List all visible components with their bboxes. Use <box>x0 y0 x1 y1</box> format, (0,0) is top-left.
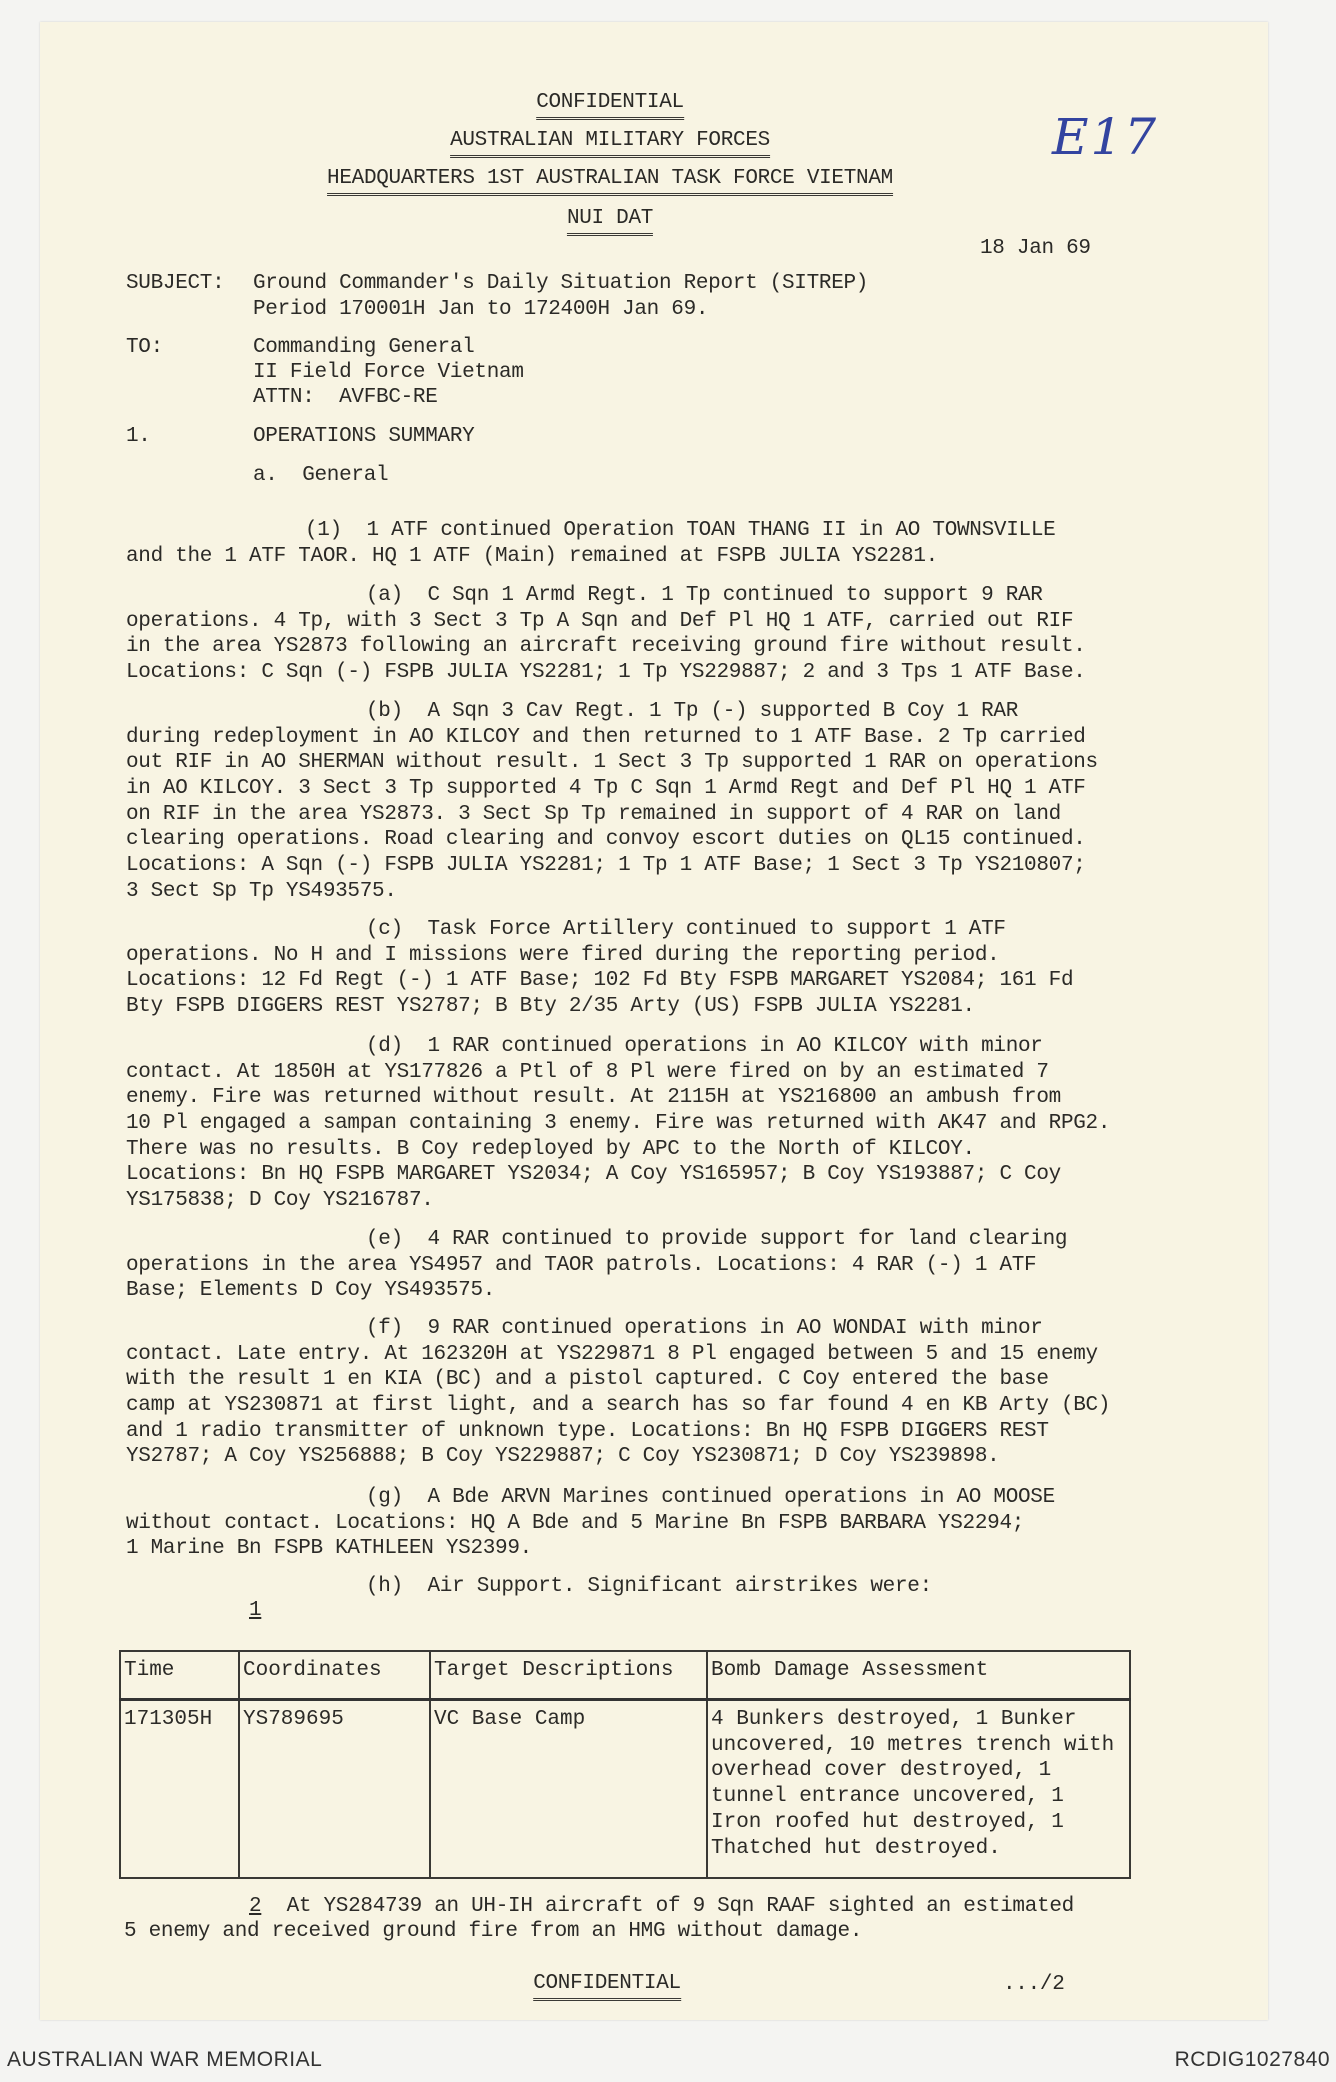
paragraph <box>126 1227 1156 1304</box>
text-line: enemy. Fire was returned without result. At 2115H at YS216800 an ambush from <box>126 1086 1061 1110</box>
item-text: 5 enemy and received ground fire from an HMG without damage. <box>124 1920 863 1943</box>
item-number: 2 <box>249 1895 262 1918</box>
text-line: YS2787; A Coy YS256888; B Coy YS229887; C Coy YS230871; D Coy YS239898. <box>126 1445 1000 1469</box>
text-line: during redeployment in AO KILCOY and then returned to 1 ATF Base. 2 Tp carried <box>126 725 1086 749</box>
text-line: 3 Sect Sp Tp YS493575. <box>126 879 397 903</box>
paragraph <box>126 699 1156 905</box>
airstrikes-table <box>119 1650 1131 1879</box>
headquarters-heading: HEADQUARTERS 1ST AUSTRALIAN TASK FORCE VIETNAM <box>327 166 893 196</box>
target-cell: VC Base Camp <box>430 1700 707 1879</box>
text-line: 10 Pl engaged a sampan containing 3 enemy. Fire was returned with AK47 and RPG2. <box>126 1112 1111 1136</box>
section-title: OPERATIONS SUMMARY <box>253 425 475 448</box>
table-row <box>120 1700 1130 1879</box>
text-line: Bty FSPB DIGGERS REST YS2787; B Bty 2/35 Arty (US) FSPB JULIA YS2281. <box>126 995 975 1019</box>
text-line: Locations: 12 Fd Regt (-) 1 ATF Base; 102 Fd Bty FSPB MARGARET YS2084; 161 Fd <box>126 969 1074 993</box>
subject-line: Ground Commander's Daily Situation Report (SITREP) <box>253 272 869 295</box>
addressee-line: II Field Force Vietnam <box>253 361 524 384</box>
document-date: 18 Jan 69 <box>980 237 1091 260</box>
archive-id: RCDIG1027840 <box>1174 2048 1330 2071</box>
column-header: Time <box>120 1651 239 1700</box>
column-header: Bomb Damage Assessment <box>707 1651 1130 1700</box>
text-line: 1 Marine Bn FSPB KATHLEEN YS2399. <box>126 1537 532 1561</box>
time-cell: 171305H <box>120 1700 239 1879</box>
text-line: (d) 1 RAR continued operations in AO KILCOY with minor <box>366 1035 1043 1058</box>
text-line: out RIF in AO SHERMAN without result. 1 Sect 3 Tp supported 1 RAR on operations <box>126 751 1098 775</box>
paragraph <box>126 518 1156 569</box>
to-label: TO: <box>126 336 163 359</box>
text-line: operations. No H and I missions were fired during the reporting period. <box>126 943 1000 967</box>
coordinates-cell: YS789695 <box>239 1700 430 1879</box>
damage-assessment-cell: 4 Bunkers destroyed, 1 Bunker uncovered, 10 metres trench with overhead cover destroyed, 1 tunnel entrance uncovered, 1 Iron roofed hut destroyed, 1 Thatched hut destroyed. <box>707 1700 1130 1879</box>
attention-line: ATTN: AVFBC-RE <box>253 386 438 409</box>
text-line: contact. At 1850H at YS177826 a Ptl of 8 Pl were fired on by an estimated 7 <box>126 1060 1049 1084</box>
column-header: Coordinates <box>239 1651 430 1700</box>
archive-caption: AUSTRALIAN WAR MEMORIAL <box>7 2048 323 2071</box>
text-line: (e) 4 RAR continued to provide support for land clearing <box>366 1228 1068 1251</box>
text-line: YS175838; D Coy YS216787. <box>126 1189 434 1213</box>
column-header: Target Descriptions <box>430 1651 707 1700</box>
period-line: Period 170001H Jan to 172400H Jan 69. <box>253 298 709 321</box>
text-line: with the result 1 en KIA (BC) and a pistol captured. C Coy entered the base <box>126 1368 1049 1392</box>
text-line: without contact. Locations: HQ A Bde and 5 Marine Bn FSPB BARBARA YS2294; <box>126 1511 1025 1535</box>
text-line: contact. Late entry. At 162320H at YS229871 8 Pl engaged between 5 and 15 enemy <box>126 1342 1098 1366</box>
text-line: (h) Air Support. Significant airstrikes were: <box>366 1575 932 1598</box>
organisation-heading: AUSTRALIAN MILITARY FORCES <box>450 128 770 158</box>
text-line: Locations: A Sqn (-) FSPB JULIA YS2281; 1 Tp 1 ATF Base; 1 Sect 3 Tp YS210807; <box>126 854 1086 878</box>
location-heading: NUI DAT <box>567 206 653 236</box>
paragraph <box>126 1034 1156 1214</box>
text-line: in AO KILCOY. 3 Sect 3 Tp supported 4 Tp C Sqn 1 Armd Regt and Def Pl HQ 1 ATF <box>126 777 1086 801</box>
paragraph <box>126 583 1156 686</box>
text-line: (1) 1 ATF continued Operation TOAN THANG II in AO TOWNSVILLE <box>305 519 1056 542</box>
text-line: (a) C Sqn 1 Armd Regt. 1 Tp continued to support 9 RAR <box>366 584 1043 607</box>
text-line: There was no results. B Coy redeployed by APC to the North of KILCOY. <box>126 1137 975 1161</box>
table-header-row <box>120 1651 1130 1700</box>
classification-header: CONFIDENTIAL <box>536 90 684 120</box>
paragraph <box>126 1316 1156 1470</box>
text-line: in the area YS2873 following an aircraft receiving ground fire without result. <box>126 635 1086 659</box>
text-line: (c) Task Force Artillery continued to support 1 ATF <box>366 918 1006 941</box>
text-line: operations. 4 Tp, with 3 Sect 3 Tp A Sqn and Def Pl HQ 1 ATF, carried out RIF <box>126 609 1074 633</box>
addressee-line: Commanding General <box>253 336 475 359</box>
text-line: on RIF in the area YS2873. 3 Sect Sp Tp remained in support of 4 RAR on land <box>126 802 1061 826</box>
text-line: Locations: C Sqn (-) FSPB JULIA YS2281; 1 Tp YS229887; 2 and 3 Tps 1 ATF Base. <box>126 661 1086 685</box>
text-line: operations in the area YS4957 and TAOR patrols. Locations: 4 RAR (-) 1 ATF <box>126 1253 1037 1277</box>
item-text: At YS284739 an UH-IH aircraft of 9 Sqn RAAF sighted an estimated <box>262 1895 1074 1918</box>
text-line: (g) A Bde ARVN Marines continued operations in AO MOOSE <box>366 1486 1055 1509</box>
classification-footer: CONFIDENTIAL <box>533 1971 681 2001</box>
paragraph <box>126 1574 1156 1600</box>
text-line: and 1 radio transmitter of unknown type. Locations: Bn HQ FSPB DIGGERS REST <box>126 1419 1049 1443</box>
text-line: clearing operations. Road clearing and convoy escort duties on QL15 continued. <box>126 828 1086 852</box>
section-number: 1. <box>126 425 151 448</box>
text-line: Base; Elements D Coy YS493575. <box>126 1279 496 1303</box>
text-line: camp at YS230871 at first light, and a search has so far found 4 en KB Arty (BC) <box>126 1394 1111 1418</box>
text-line: and the 1 ATF TAOR. HQ 1 ATF (Main) remained at FSPB JULIA YS2281. <box>126 544 938 568</box>
subject-label: SUBJECT: <box>126 272 225 295</box>
paragraph <box>126 1485 1156 1562</box>
text-line: (f) 9 RAR continued operations in AO WONDAI with minor <box>366 1317 1043 1340</box>
subsection-title: a. General <box>253 464 389 487</box>
paragraph <box>126 917 1156 1020</box>
continuation-marker: .../2 <box>1003 1973 1065 1996</box>
text-line: Locations: Bn HQ FSPB MARGARET YS2034; A Coy YS165957; B Coy YS193887; C Coy <box>126 1163 1061 1187</box>
airstrike-item-number: 1 <box>249 1599 262 1622</box>
text-line: (b) A Sqn 3 Cav Regt. 1 Tp (-) supported B Coy 1 RAR <box>366 700 1019 723</box>
handwritten-folio-mark: E17 <box>1052 108 1159 166</box>
